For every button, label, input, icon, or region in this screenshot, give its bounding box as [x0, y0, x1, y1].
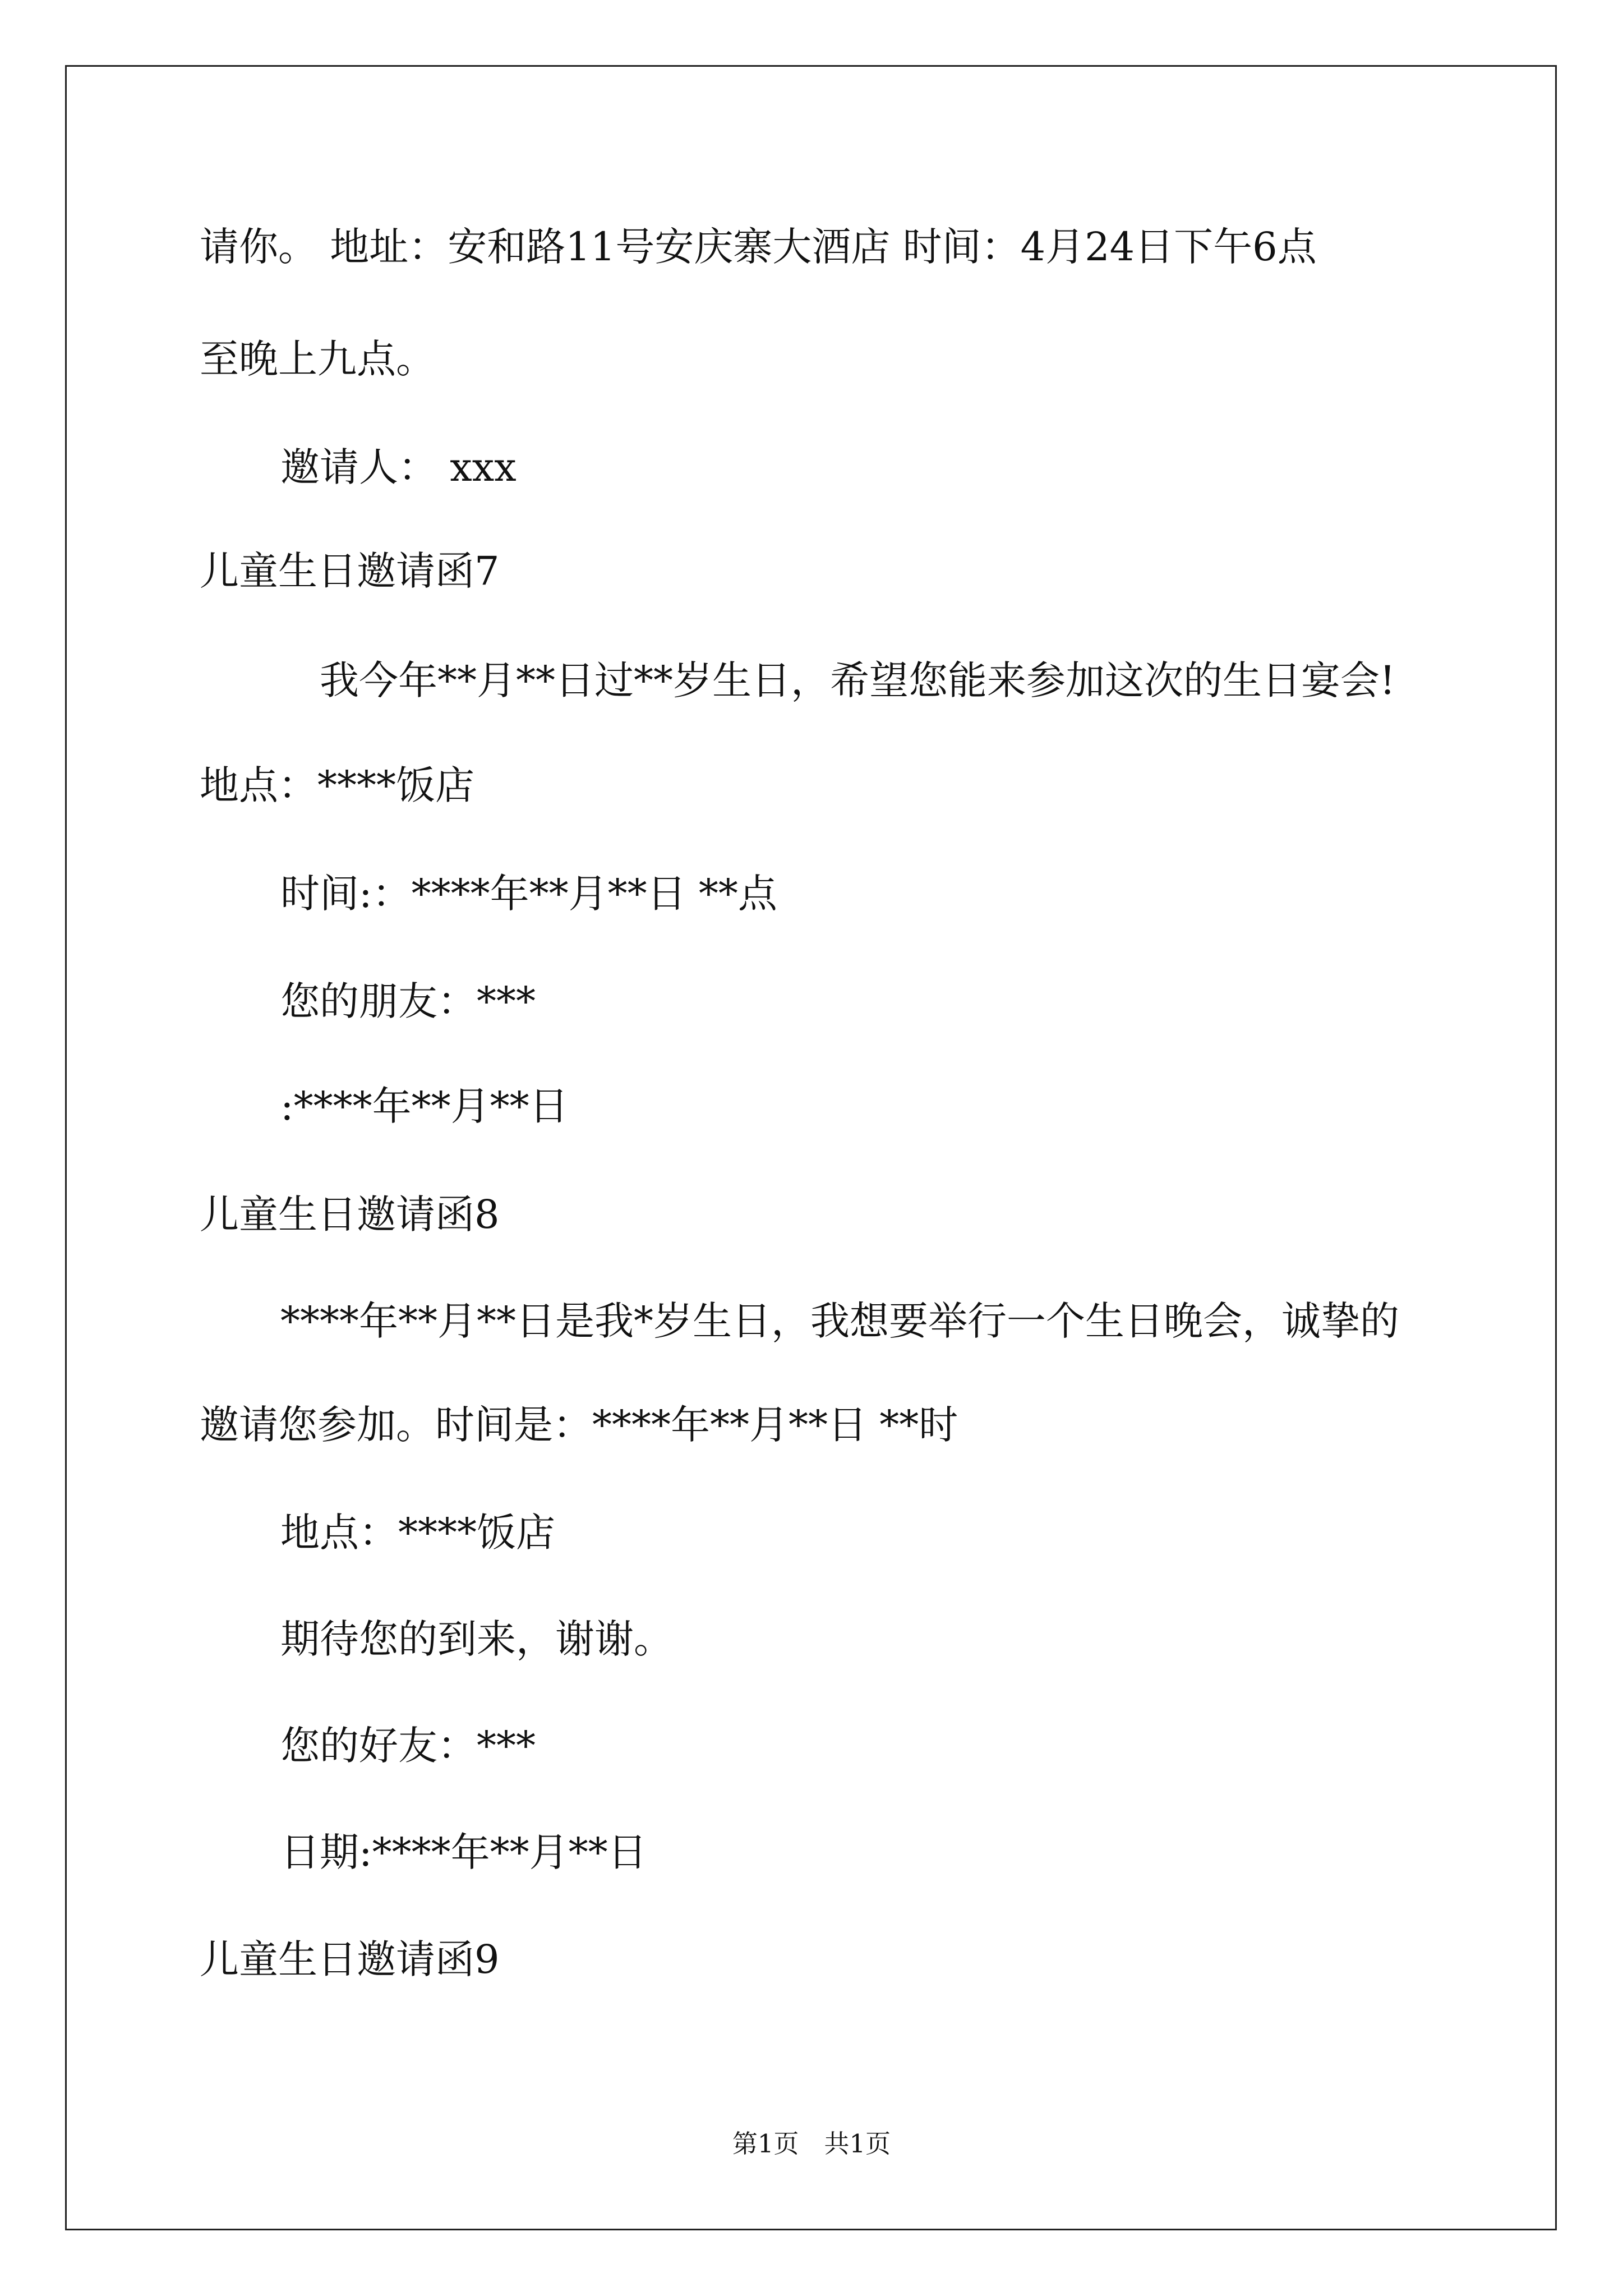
section-heading: 儿童生日邀请函8 — [200, 1191, 500, 1237]
section-heading: 儿童生日邀请函7 — [200, 548, 500, 594]
text-line: 邀请您参加。时间是：****年**月**日 **时 — [200, 1402, 958, 1448]
text-line: 您的朋友：*** — [280, 978, 536, 1024]
section-heading: 儿童生日邀请函9 — [200, 1936, 500, 1982]
text-line: 我今年**月**日过**岁生日，希望您能来参加这次的生日宴会! — [320, 657, 1396, 703]
page-border — [65, 65, 1557, 2230]
inviter-line: 邀请人： xxx — [280, 444, 517, 490]
text-line: 期待您的到来，谢谢。 — [280, 1616, 673, 1662]
text-line: 时间:：****年**月**日 **点 — [280, 871, 777, 917]
text-line: :****年**月**日 — [280, 1083, 569, 1129]
text-line: 至晚上九点。 — [200, 336, 435, 382]
text-line: 地点：****饭店 — [280, 1510, 555, 1556]
text-line: 请你。 地址：安和路11号安庆寨大酒店 时间：4月24日下午6点 — [200, 224, 1317, 270]
text-line: 您的好友：*** — [280, 1723, 536, 1769]
text-line: 日期:****年**月**日 — [280, 1829, 647, 1875]
text-line: 地点：****饭店 — [200, 762, 474, 808]
text-line: ****年**月**日是我*岁生日，我想要举行一个生日晚会，诚挚的 — [280, 1298, 1399, 1344]
page-footer: 第1页 共1页 — [732, 2129, 891, 2159]
